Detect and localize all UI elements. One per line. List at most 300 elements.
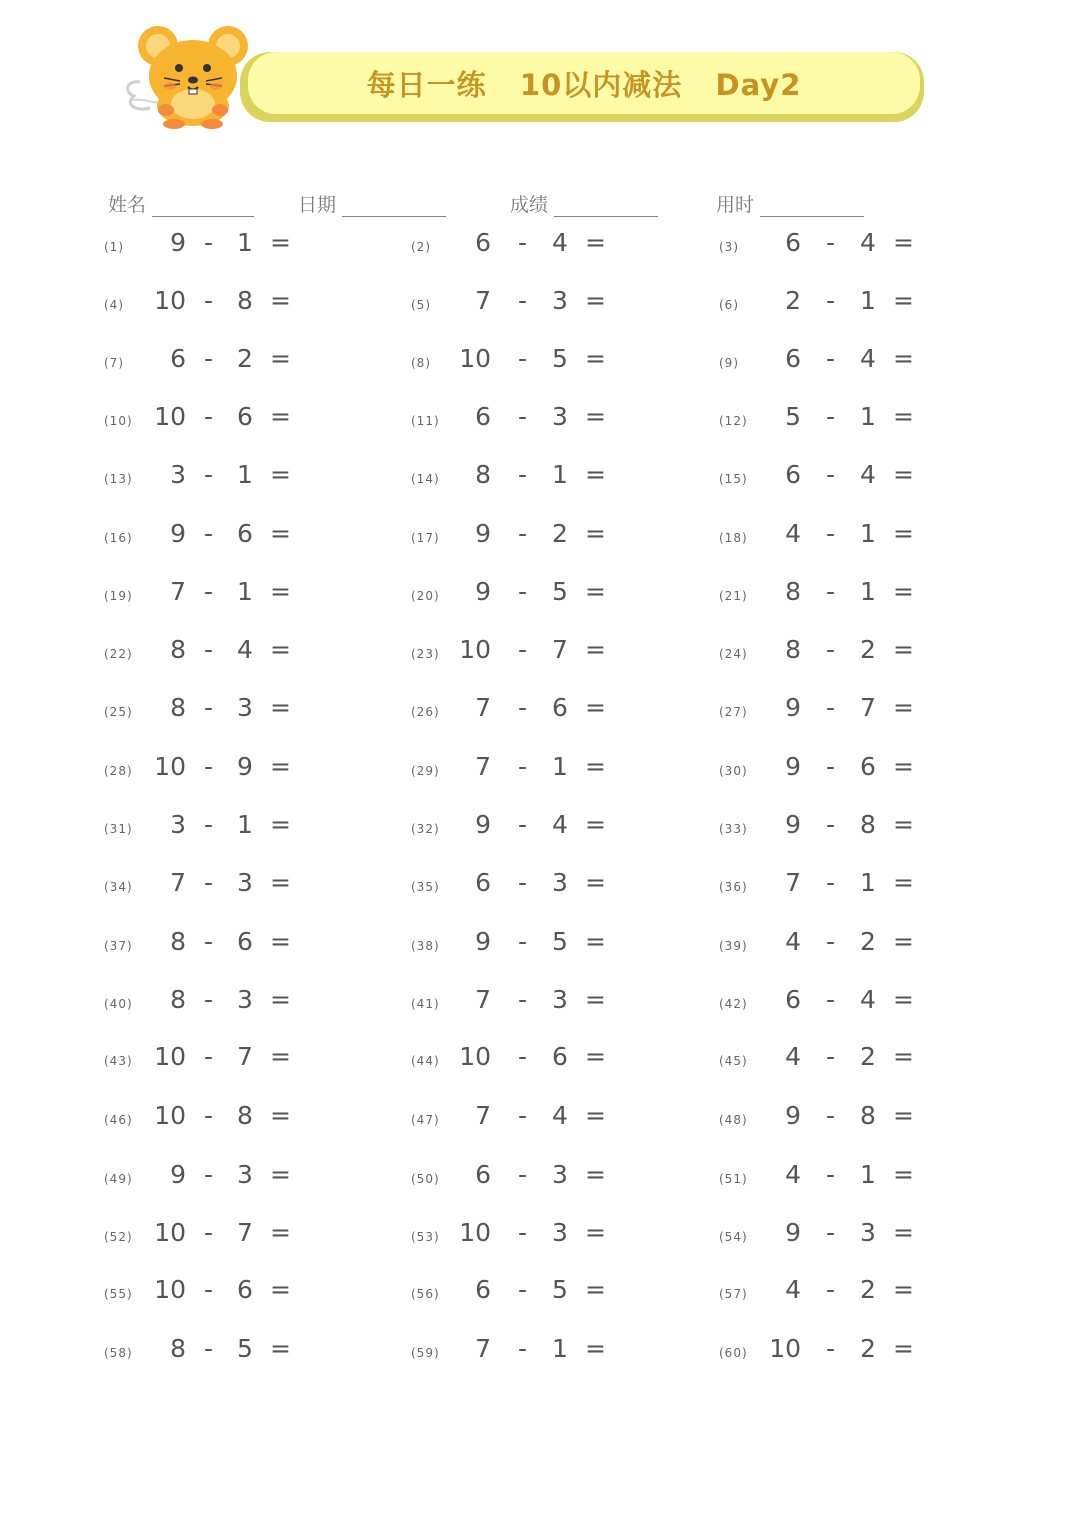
problem-number: (39)	[719, 939, 748, 953]
equals-sign: =	[270, 228, 291, 257]
minus-sign: -	[826, 1275, 836, 1304]
minuend: 10	[459, 635, 491, 664]
subtrahend: 2	[860, 1275, 876, 1304]
time-used-field[interactable]	[716, 190, 864, 217]
equals-sign: =	[893, 635, 914, 664]
minuend: 10	[154, 1101, 186, 1130]
problem-number: (8)	[411, 356, 431, 370]
subtrahend: 2	[860, 1042, 876, 1071]
minuend: 6	[785, 460, 801, 489]
equals-sign: =	[585, 1042, 606, 1071]
minuend: 6	[475, 1160, 491, 1189]
minus-sign: -	[204, 344, 214, 373]
minus-sign: -	[204, 1160, 214, 1189]
minuend: 10	[154, 1275, 186, 1304]
subtrahend: 1	[860, 577, 876, 606]
problem-number: (32)	[411, 822, 440, 836]
minus-sign: -	[826, 752, 836, 781]
problem-number: (48)	[719, 1113, 748, 1127]
subtrahend: 6	[237, 1275, 253, 1304]
equals-sign: =	[270, 1160, 291, 1189]
minus-sign: -	[204, 693, 214, 722]
subtrahend: 1	[860, 402, 876, 431]
minuend: 7	[785, 868, 801, 897]
subtrahend: 3	[552, 985, 568, 1014]
equals-sign: =	[585, 1334, 606, 1363]
problem-number: (54)	[719, 1230, 748, 1244]
equals-sign: =	[270, 1218, 291, 1247]
minus-sign: -	[518, 402, 528, 431]
minus-sign: -	[518, 519, 528, 548]
subtrahend: 4	[552, 1101, 568, 1130]
problem-number: (1)	[104, 240, 124, 254]
problem-number: (43)	[104, 1054, 133, 1068]
minuend: 9	[475, 927, 491, 956]
minuend: 10	[459, 1218, 491, 1247]
subtrahend: 6	[860, 752, 876, 781]
minus-sign: -	[518, 460, 528, 489]
minus-sign: -	[826, 228, 836, 257]
subtrahend: 2	[860, 635, 876, 664]
minus-sign: -	[518, 1334, 528, 1363]
equals-sign: =	[270, 1275, 291, 1304]
equals-sign: =	[270, 752, 291, 781]
minus-sign: -	[826, 985, 836, 1014]
minuend: 8	[170, 927, 186, 956]
equals-sign: =	[585, 1160, 606, 1189]
problem-number: (31)	[104, 822, 133, 836]
subtrahend: 9	[237, 752, 253, 781]
equals-sign: =	[270, 693, 291, 722]
problem-number: (10)	[104, 414, 133, 428]
problem-number: (52)	[104, 1230, 133, 1244]
equals-sign: =	[585, 402, 606, 431]
subtrahend: 6	[237, 519, 253, 548]
subtrahend: 8	[237, 1101, 253, 1130]
equals-sign: =	[893, 1160, 914, 1189]
equals-sign: =	[585, 693, 606, 722]
minuend: 2	[785, 286, 801, 315]
minuend: 10	[459, 344, 491, 373]
problem-number: (22)	[104, 647, 133, 661]
problem-number: (35)	[411, 880, 440, 894]
problem-number: (38)	[411, 939, 440, 953]
equals-sign: =	[270, 927, 291, 956]
subtrahend: 3	[552, 1160, 568, 1189]
subtrahend: 3	[552, 286, 568, 315]
subtrahend: 5	[552, 927, 568, 956]
minus-sign: -	[826, 519, 836, 548]
subtrahend: 1	[237, 228, 253, 257]
equals-sign: =	[270, 1101, 291, 1130]
minuend: 10	[769, 1334, 801, 1363]
problem-number: (4)	[104, 298, 124, 312]
subtrahend: 6	[552, 1042, 568, 1071]
minus-sign: -	[204, 519, 214, 548]
minus-sign: -	[518, 868, 528, 897]
subtrahend: 3	[860, 1218, 876, 1247]
minuend: 7	[475, 1334, 491, 1363]
subtrahend: 2	[237, 344, 253, 373]
equals-sign: =	[893, 460, 914, 489]
problem-number: (58)	[104, 1346, 133, 1360]
minuend: 4	[785, 1275, 801, 1304]
problem-number: (34)	[104, 880, 133, 894]
subtrahend: 3	[237, 693, 253, 722]
minus-sign: -	[518, 810, 528, 839]
time-used-label: 用时	[716, 194, 755, 216]
problem-number: (53)	[411, 1230, 440, 1244]
minus-sign: -	[826, 402, 836, 431]
date-field[interactable]	[298, 190, 446, 217]
equals-sign: =	[893, 519, 914, 548]
problem-number: (56)	[411, 1287, 440, 1301]
minus-sign: -	[518, 1101, 528, 1130]
subtrahend: 4	[860, 344, 876, 373]
problem-number: (45)	[719, 1054, 748, 1068]
minus-sign: -	[204, 228, 214, 257]
subtrahend: 7	[237, 1218, 253, 1247]
minus-sign: -	[204, 286, 214, 315]
minus-sign: -	[518, 344, 528, 373]
subtrahend: 1	[860, 519, 876, 548]
subtrahend: 1	[237, 810, 253, 839]
problem-number: (26)	[411, 705, 440, 719]
minus-sign: -	[204, 752, 214, 781]
subtrahend: 5	[552, 577, 568, 606]
equals-sign: =	[893, 344, 914, 373]
equals-sign: =	[893, 868, 914, 897]
minuend: 4	[785, 519, 801, 548]
equals-sign: =	[585, 519, 606, 548]
minuend: 8	[170, 635, 186, 664]
problem-number: (13)	[104, 472, 133, 486]
problem-number: (12)	[719, 414, 748, 428]
subtrahend: 4	[860, 460, 876, 489]
minuend: 8	[170, 693, 186, 722]
equals-sign: =	[585, 1218, 606, 1247]
minuend: 9	[475, 577, 491, 606]
subtrahend: 2	[860, 1334, 876, 1363]
score-field[interactable]	[510, 190, 658, 217]
equals-sign: =	[270, 344, 291, 373]
problem-number: (24)	[719, 647, 748, 661]
minus-sign: -	[826, 286, 836, 315]
minus-sign: -	[826, 635, 836, 664]
minuend: 3	[170, 810, 186, 839]
minuend: 9	[170, 1160, 186, 1189]
minus-sign: -	[204, 927, 214, 956]
minuend: 8	[785, 577, 801, 606]
minuend: 7	[170, 577, 186, 606]
minus-sign: -	[826, 1160, 836, 1189]
problem-number: (46)	[104, 1113, 133, 1127]
minus-sign: -	[826, 810, 836, 839]
subtrahend: 3	[552, 402, 568, 431]
minuend: 6	[475, 868, 491, 897]
equals-sign: =	[270, 460, 291, 489]
subtrahend: 1	[860, 868, 876, 897]
minuend: 7	[475, 286, 491, 315]
problem-number: (44)	[411, 1054, 440, 1068]
subtrahend: 8	[860, 810, 876, 839]
minus-sign: -	[518, 1218, 528, 1247]
minuend: 8	[170, 1334, 186, 1363]
problem-number: (16)	[104, 531, 133, 545]
minus-sign: -	[204, 1334, 214, 1363]
minuend: 10	[154, 1042, 186, 1071]
minus-sign: -	[826, 868, 836, 897]
equals-sign: =	[270, 985, 291, 1014]
minus-sign: -	[826, 927, 836, 956]
minuend: 10	[459, 1042, 491, 1071]
subtrahend: 5	[552, 1275, 568, 1304]
minuend: 10	[154, 286, 186, 315]
minus-sign: -	[826, 460, 836, 489]
minus-sign: -	[518, 693, 528, 722]
equals-sign: =	[585, 228, 606, 257]
minuend: 7	[475, 752, 491, 781]
minus-sign: -	[518, 1042, 528, 1071]
equals-sign: =	[585, 1101, 606, 1130]
subtrahend: 5	[552, 344, 568, 373]
equals-sign: =	[270, 635, 291, 664]
minuend: 4	[785, 927, 801, 956]
equals-sign: =	[270, 810, 291, 839]
subtrahend: 6	[237, 402, 253, 431]
equals-sign: =	[270, 868, 291, 897]
problem-number: (49)	[104, 1172, 133, 1186]
minus-sign: -	[826, 1042, 836, 1071]
subtrahend: 3	[552, 1218, 568, 1247]
minuend: 10	[154, 402, 186, 431]
problem-number: (47)	[411, 1113, 440, 1127]
minuend: 9	[785, 1101, 801, 1130]
equals-sign: =	[270, 577, 291, 606]
minuend: 9	[785, 752, 801, 781]
problem-number: (7)	[104, 356, 124, 370]
problem-number: (36)	[719, 880, 748, 894]
problem-number: (37)	[104, 939, 133, 953]
minuend: 10	[154, 1218, 186, 1247]
problem-number: (21)	[719, 589, 748, 603]
minus-sign: -	[204, 635, 214, 664]
minus-sign: -	[826, 693, 836, 722]
minuend: 6	[475, 402, 491, 431]
minuend: 6	[475, 1275, 491, 1304]
minuend: 6	[785, 985, 801, 1014]
minuend: 3	[170, 460, 186, 489]
title-banner	[248, 52, 920, 114]
minuend: 9	[475, 519, 491, 548]
subtrahend: 2	[552, 519, 568, 548]
date-blank[interactable]	[342, 196, 446, 217]
equals-sign: =	[270, 519, 291, 548]
subtrahend: 4	[237, 635, 253, 664]
subtrahend: 1	[237, 577, 253, 606]
minuend: 7	[475, 985, 491, 1014]
subtrahend: 1	[860, 1160, 876, 1189]
problem-number: (3)	[719, 240, 739, 254]
equals-sign: =	[270, 1334, 291, 1363]
subtrahend: 5	[237, 1334, 253, 1363]
minus-sign: -	[518, 1160, 528, 1189]
minuend: 9	[785, 693, 801, 722]
equals-sign: =	[893, 228, 914, 257]
time-used-blank[interactable]	[760, 196, 864, 217]
minuend: 4	[785, 1160, 801, 1189]
minuend: 7	[475, 1101, 491, 1130]
subtrahend: 4	[860, 985, 876, 1014]
minus-sign: -	[826, 577, 836, 606]
minus-sign: -	[518, 752, 528, 781]
minus-sign: -	[518, 927, 528, 956]
minus-sign: -	[204, 1275, 214, 1304]
equals-sign: =	[893, 985, 914, 1014]
minuend: 8	[475, 460, 491, 489]
minuend: 5	[785, 402, 801, 431]
equals-sign: =	[585, 927, 606, 956]
problem-number: (33)	[719, 822, 748, 836]
subtrahend: 1	[237, 460, 253, 489]
problem-number: (25)	[104, 705, 133, 719]
mouse-mascot-icon	[122, 20, 254, 130]
problem-number: (41)	[411, 997, 440, 1011]
minus-sign: -	[826, 1218, 836, 1247]
equals-sign: =	[893, 810, 914, 839]
equals-sign: =	[270, 1042, 291, 1071]
minus-sign: -	[518, 228, 528, 257]
minus-sign: -	[204, 460, 214, 489]
problem-number: (40)	[104, 997, 133, 1011]
equals-sign: =	[893, 1218, 914, 1247]
minuend: 9	[170, 519, 186, 548]
equals-sign: =	[893, 402, 914, 431]
problem-number: (28)	[104, 764, 133, 778]
minus-sign: -	[204, 810, 214, 839]
equals-sign: =	[270, 286, 291, 315]
subtrahend: 3	[552, 868, 568, 897]
subtrahend: 8	[860, 1101, 876, 1130]
problem-number: (57)	[719, 1287, 748, 1301]
subtrahend: 4	[552, 810, 568, 839]
equals-sign: =	[893, 1042, 914, 1071]
problem-number: (50)	[411, 1172, 440, 1186]
minuend: 6	[170, 344, 186, 373]
minuend: 6	[785, 344, 801, 373]
minuend: 8	[785, 635, 801, 664]
minus-sign: -	[204, 985, 214, 1014]
minus-sign: -	[204, 868, 214, 897]
minuend: 4	[785, 1042, 801, 1071]
problem-number: (9)	[719, 356, 739, 370]
problem-number: (6)	[719, 298, 739, 312]
equals-sign: =	[585, 286, 606, 315]
equals-sign: =	[585, 752, 606, 781]
minus-sign: -	[518, 1275, 528, 1304]
minus-sign: -	[518, 286, 528, 315]
subtrahend: 1	[552, 752, 568, 781]
subtrahend: 4	[552, 228, 568, 257]
minuend: 10	[154, 752, 186, 781]
subtrahend: 4	[860, 228, 876, 257]
problem-number: (51)	[719, 1172, 748, 1186]
subtrahend: 1	[552, 460, 568, 489]
problem-number: (11)	[411, 414, 440, 428]
equals-sign: =	[585, 1275, 606, 1304]
problem-number: (30)	[719, 764, 748, 778]
minus-sign: -	[518, 577, 528, 606]
subtrahend: 7	[552, 635, 568, 664]
subtrahend: 7	[860, 693, 876, 722]
equals-sign: =	[893, 1275, 914, 1304]
minus-sign: -	[204, 1042, 214, 1071]
minuend: 9	[170, 228, 186, 257]
minuend: 9	[785, 1218, 801, 1247]
equals-sign: =	[893, 577, 914, 606]
equals-sign: =	[893, 693, 914, 722]
minuend: 7	[170, 868, 186, 897]
minus-sign: -	[204, 577, 214, 606]
equals-sign: =	[585, 635, 606, 664]
equals-sign: =	[893, 927, 914, 956]
problem-number: (17)	[411, 531, 440, 545]
problem-number: (5)	[411, 298, 431, 312]
score-blank[interactable]	[554, 196, 658, 217]
name-field[interactable]	[108, 190, 254, 217]
problem-number: (19)	[104, 589, 133, 603]
problem-number: (15)	[719, 472, 748, 486]
equals-sign: =	[893, 1101, 914, 1130]
minuend: 9	[785, 810, 801, 839]
equals-sign: =	[585, 577, 606, 606]
minus-sign: -	[204, 402, 214, 431]
minuend: 8	[170, 985, 186, 1014]
subtrahend: 6	[237, 927, 253, 956]
subtrahend: 1	[860, 286, 876, 315]
equals-sign: =	[585, 810, 606, 839]
problem-number: (20)	[411, 589, 440, 603]
equals-sign: =	[585, 344, 606, 373]
subtrahend: 3	[237, 868, 253, 897]
problem-number: (42)	[719, 997, 748, 1011]
subtrahend: 3	[237, 985, 253, 1014]
equals-sign: =	[585, 868, 606, 897]
name-blank[interactable]	[152, 196, 254, 217]
equals-sign: =	[270, 402, 291, 431]
minuend: 6	[785, 228, 801, 257]
equals-sign: =	[585, 985, 606, 1014]
minus-sign: -	[518, 985, 528, 1014]
problem-number: (29)	[411, 764, 440, 778]
minuend: 9	[475, 810, 491, 839]
problem-number: (27)	[719, 705, 748, 719]
minus-sign: -	[826, 344, 836, 373]
minus-sign: -	[826, 1334, 836, 1363]
problem-number: (55)	[104, 1287, 133, 1301]
subtrahend: 7	[237, 1042, 253, 1071]
subtrahend: 6	[552, 693, 568, 722]
subtrahend: 1	[552, 1334, 568, 1363]
problem-number: (23)	[411, 647, 440, 661]
problem-number: (60)	[719, 1346, 748, 1360]
equals-sign: =	[893, 1334, 914, 1363]
subtrahend: 3	[237, 1160, 253, 1189]
equals-sign: =	[893, 752, 914, 781]
name-label: 姓名	[108, 194, 147, 216]
minus-sign: -	[826, 1101, 836, 1130]
minus-sign: -	[204, 1218, 214, 1247]
